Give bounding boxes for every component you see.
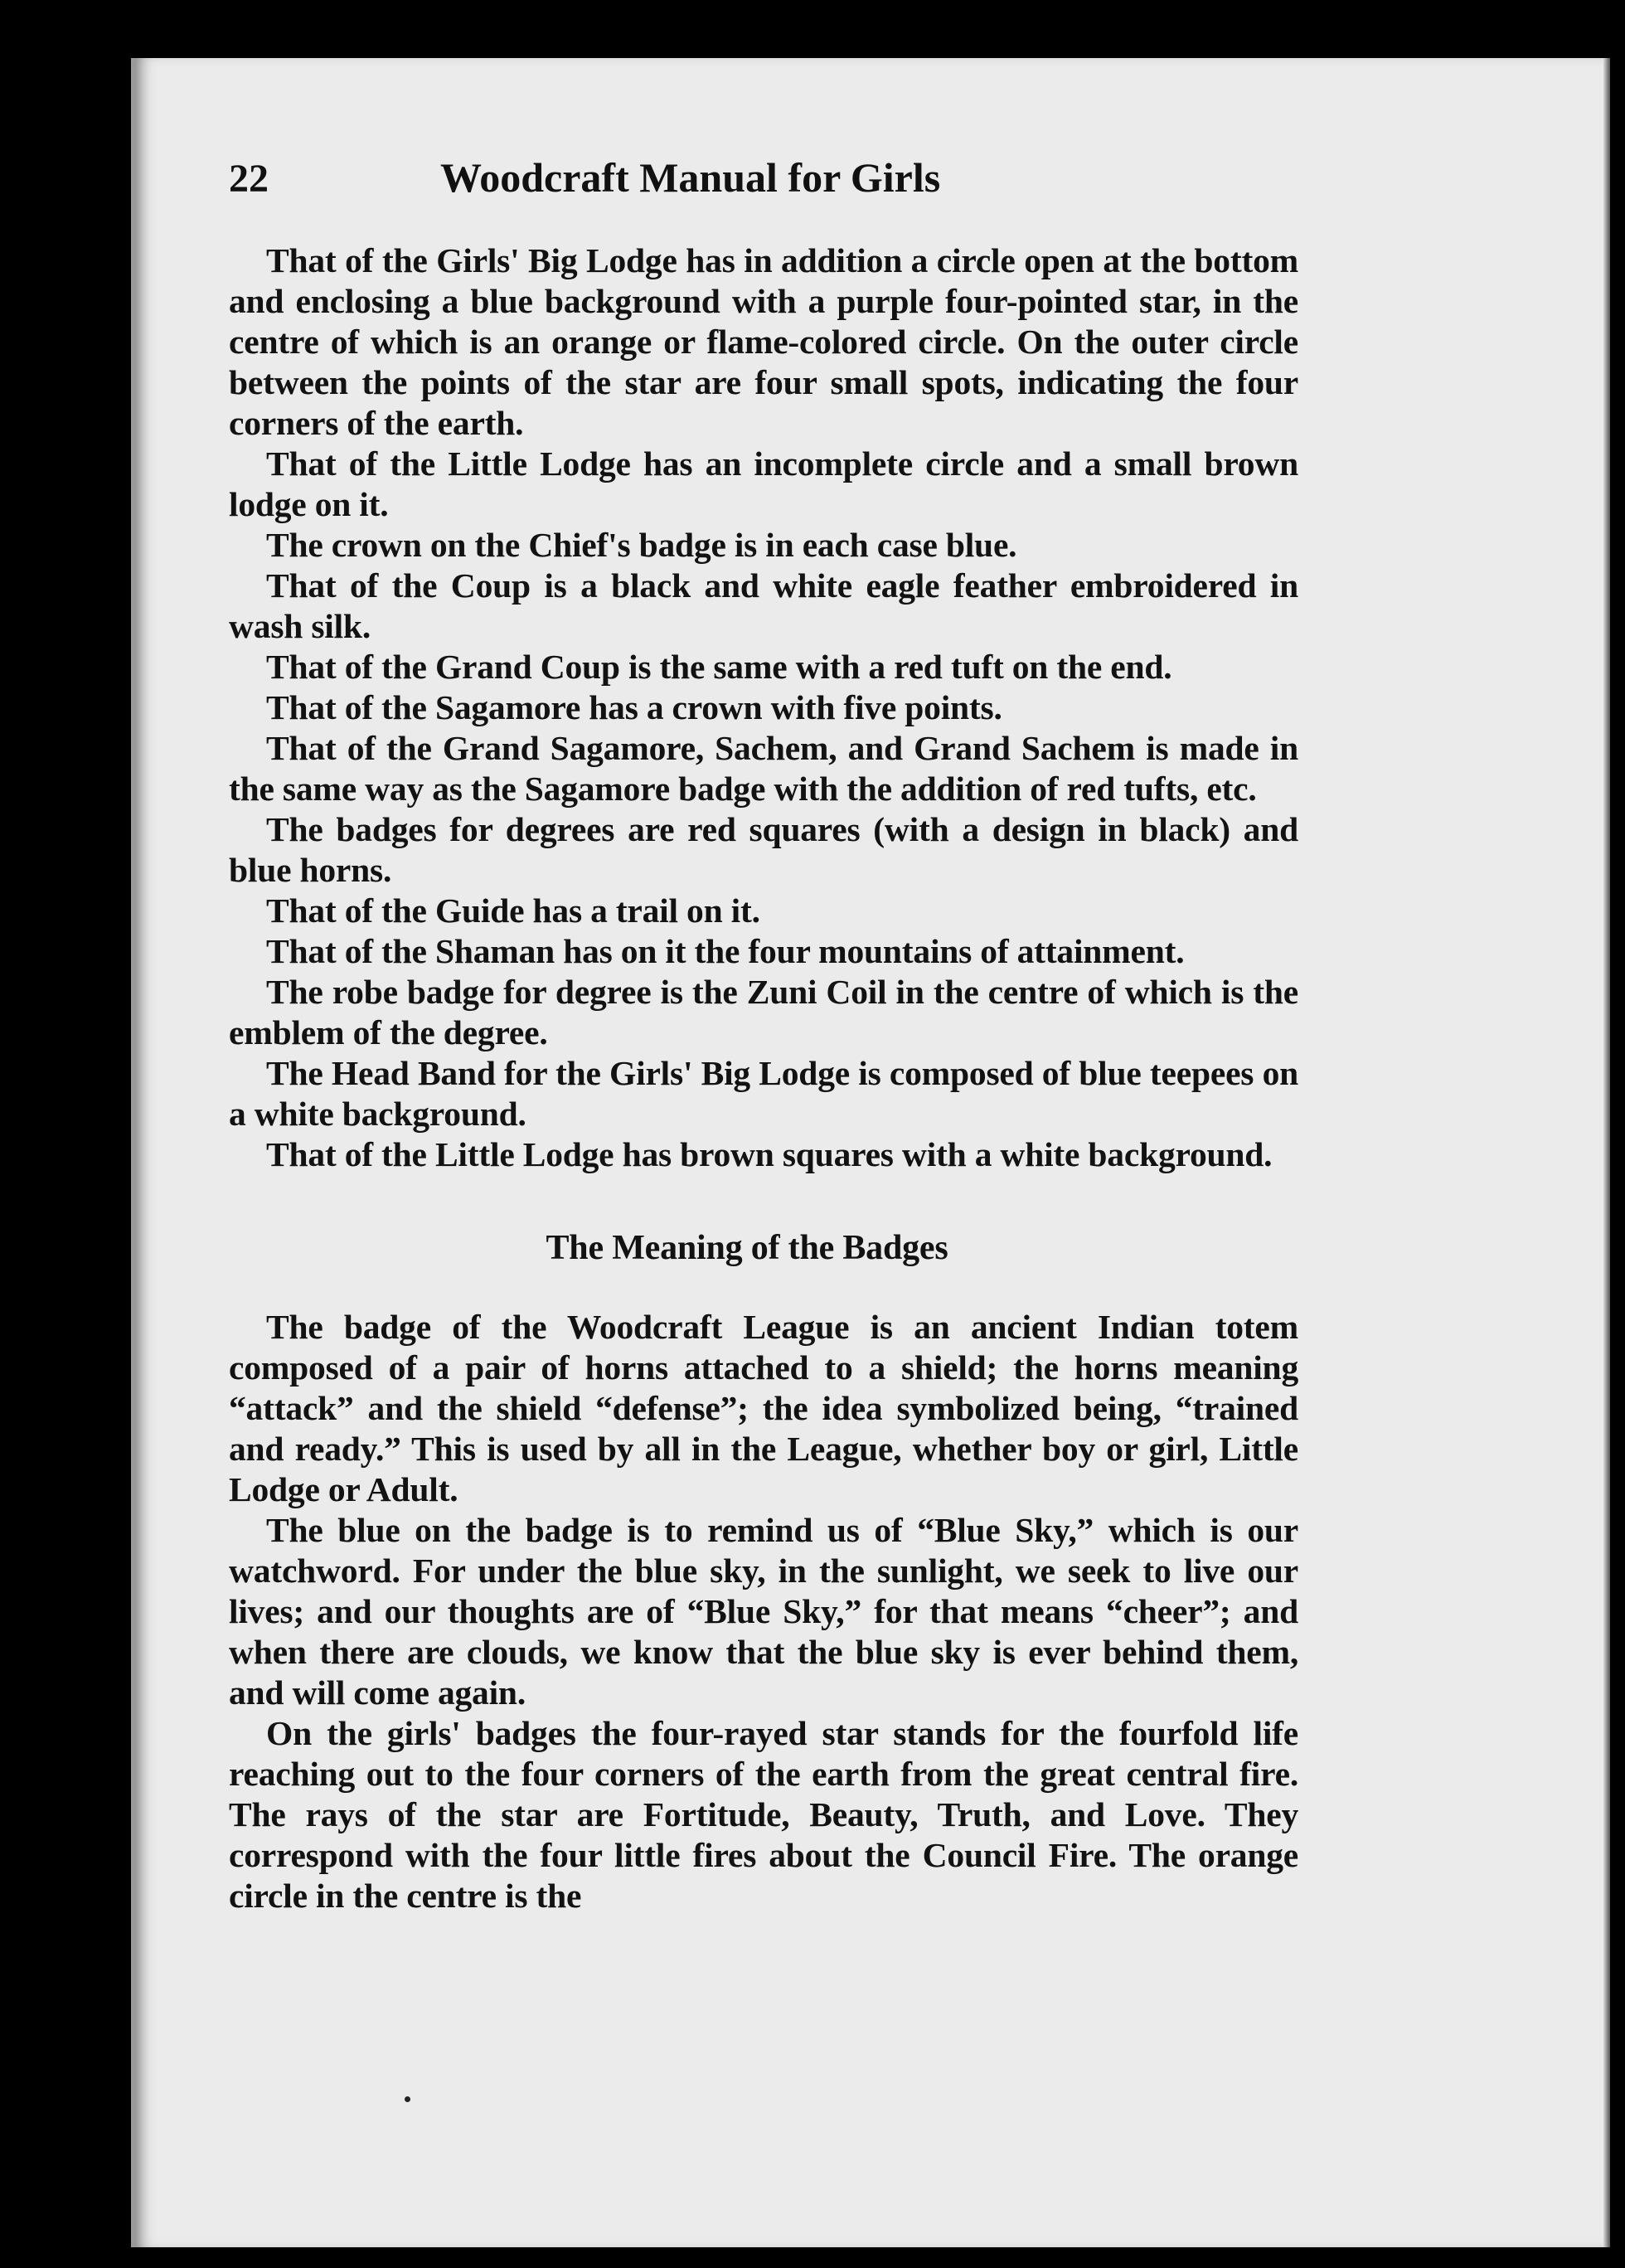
paragraph: That of the Grand Sagamore, Sachem, and Grand Sachem is made in the same way as the Sagamore badge with the addition of red tufts, etc.: [229, 729, 1298, 808]
ink-speck: [405, 2096, 410, 2102]
running-title: Woodcraft Manual for Girls: [440, 154, 941, 201]
paragraph: The crown on the Chief's badge is in each case blue.: [266, 526, 1017, 564]
paragraph: That of the Little Lodge has brown squares with a white background.: [266, 1135, 1273, 1173]
body-text: [229, 240, 1298, 1916]
paragraph: The robe badge for degree is the Zuni Coil in the centre of which is the emblem of the degree.: [229, 973, 1298, 1051]
section-heading: The Meaning of the Badges: [546, 1229, 948, 1267]
section-paragraph: The blue on the badge is to remind us of “Blue Sky,” which is our watchword. For under the blue sky, in the sunlight, we seek to live our lives; and our thoughts are of “Blue Sky,” for that means “cheer”; and when there are clouds, we know that the blue sky is ever behind them, and will come again.: [229, 1511, 1298, 1712]
paragraph: That of the Little Lodge has an incomplete circle and a small brown lodge on it.: [229, 444, 1298, 523]
paragraph: That of the Girls' Big Lodge has in addition a circle open at the bottom and enclosing a blue background with a purple four-pointed star, in the centre of which is an orange or flame-colored circle. On the outer circle between the points of the star are four small spots, indicating the four corners of the earth.: [229, 241, 1298, 442]
paragraph: That of the Sagamore has a crown with five points.: [266, 688, 1002, 726]
paragraph: That of the Grand Coup is the same with a red tuft on the end.: [266, 648, 1172, 686]
paragraph: That of the Coup is a black and white eagle feather embroidered in wash silk.: [229, 566, 1298, 645]
page-header: [229, 153, 1315, 228]
paragraph: The Head Band for the Girls' Big Lodge is composed of blue teepees on a white background.: [229, 1054, 1298, 1133]
section-paragraph: On the girls' badges the four-rayed star stands for the fourfold life reaching out to the four corners of the earth from the great central fire. The rays of the star are Fortitude, Beauty, Truth, and Love. They correspond with the four little fires about the Council Fire. The orange circle in the centre is the: [229, 1714, 1298, 1915]
paragraph: That of the Guide has a trail on it.: [266, 891, 760, 930]
paragraph: The badges for degrees are red squares (with a design in black) and blue horns.: [229, 810, 1298, 889]
paragraph: That of the Shaman has on it the four mountains of attainment.: [266, 932, 1185, 970]
section-paragraph: The badge of the Woodcraft League is an ancient Indian totem composed of a pair of horns attached to a shield; the horns meaning “attack” and the shield “defense”; the idea symbolized being, “trained and ready.” This is used by all in the League, whether boy or girl, Little Lodge or Adult.: [229, 1308, 1298, 1508]
page-edge: [1603, 58, 1610, 2247]
page-number: 22: [229, 157, 269, 201]
